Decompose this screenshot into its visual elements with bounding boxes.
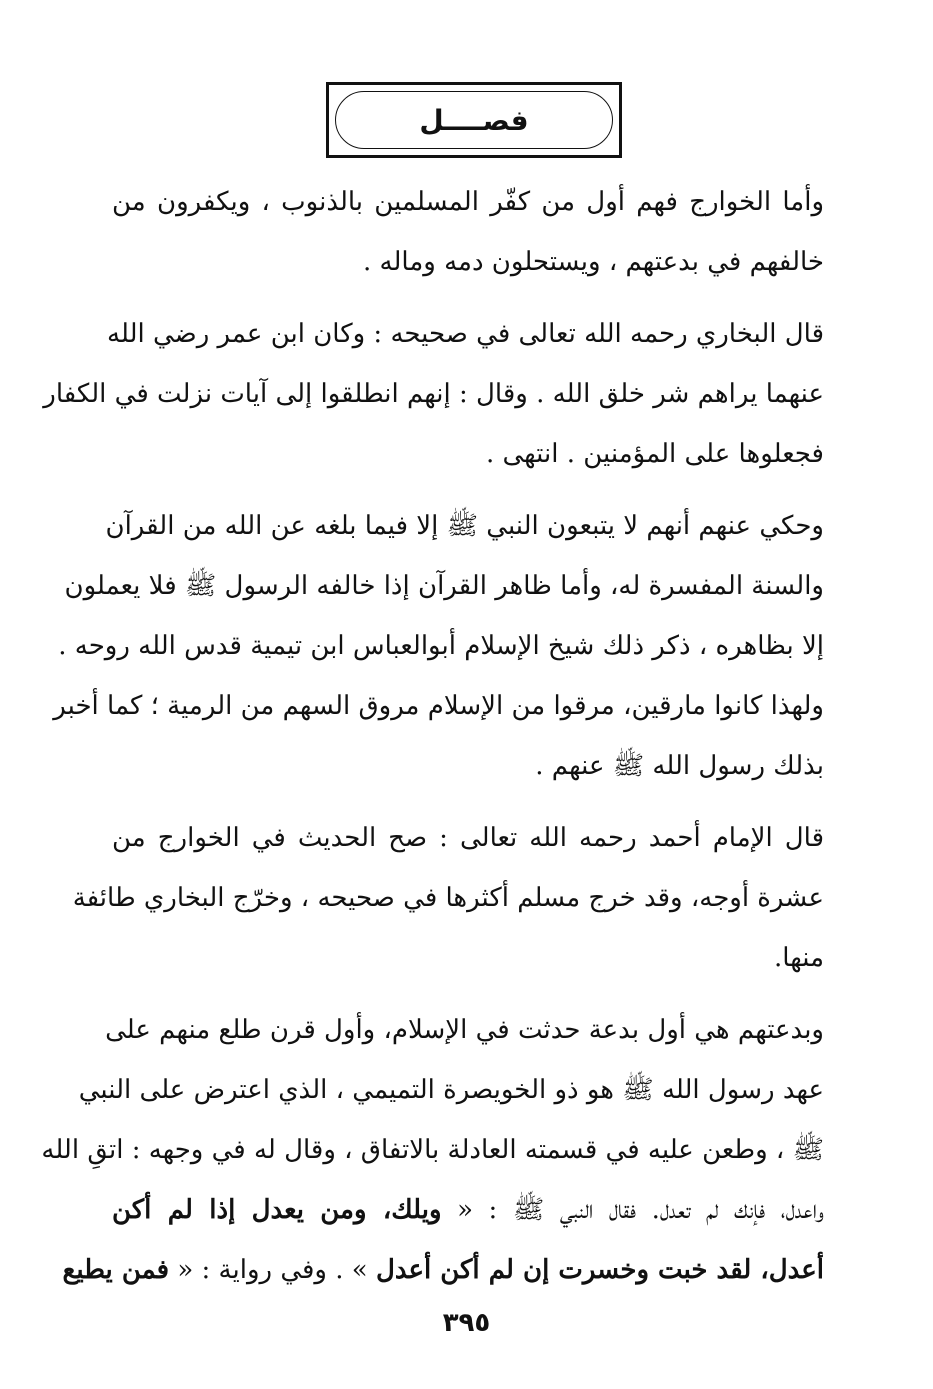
page-number: ٣٩٥ [442, 1308, 491, 1338]
text-line: عهد رسول الله ﷺ هو ذو الخويصرة التميمي ، الذي اعترض على النبي [78, 1075, 824, 1105]
text-line: وبدعتهم هي أول بدعة حدثت في الإسلام، وأول قرن طلع منهم على [105, 1015, 824, 1045]
section-title: فصــــل [419, 103, 529, 137]
text-line [112, 1180, 824, 1240]
text-line: وأما الخوارج فهم أول من كفّر المسلمين بالذنوب ، ويكفرون من [112, 187, 824, 217]
text-line: عشرة أوجه، وقد خرج مسلم أكثرها في صحيحه ، وخرّج البخاري طائفة [72, 883, 824, 913]
hadith-quote: أعدل، لقد خبت وخسرت إن لم أكن أعدل [375, 1255, 824, 1285]
hadith-quote: ويلك، ومن يعدل إذا لم أكن [112, 1195, 442, 1225]
paragraph [72, 808, 824, 988]
text-line: إلا بظاهره ، ذكر ذلك شيخ الإسلام أبوالعباس ابن تيمية قدس الله روحه . [58, 631, 824, 661]
text-run: واعدل، فإنك لم تعدل. فقال النبي ﷺ : « [441, 1195, 824, 1225]
text-line: ولهذا كانوا مارقين، مرقوا من الإسلام مروق السهم من الرمية ؛ كما أخبر [53, 691, 824, 721]
body-text [41, 172, 824, 1300]
paragraph [43, 304, 824, 484]
section-title-frame [326, 82, 622, 158]
text-run: » . وفي رواية : « [169, 1255, 376, 1285]
hadith-quote: فمن يطيع [62, 1255, 170, 1285]
text-line: عنهما يراهم شر خلق الله . وقال : إنهم انطلقوا إلى آيات نزلت في الكفار [43, 379, 824, 409]
text-line: خالفهم في بدعتهم ، ويستحلون دمه وماله . [363, 247, 824, 277]
text-line: بذلك رسول الله ﷺ عنهم . [535, 751, 824, 781]
text-line: والسنة المفسرة له، وأما ظاهر القرآن إذا خالفه الرسول ﷺ فلا يعملون [64, 571, 824, 601]
text-line: ﷺ ، وطعن عليه في قسمته العادلة بالاتفاق ، وقال له في وجهه : اتقِ الله [41, 1135, 824, 1165]
text-line: وحكي عنهم أنهم لا يتبعون النبي ﷺ إلا فيما بلغه عن الله من القرآن [105, 511, 824, 541]
section-title-inner-frame [335, 91, 613, 149]
text-line: فجعلوها على المؤمنين . انتهى . [485, 439, 824, 469]
paragraph [53, 496, 824, 796]
text-line: منها. [774, 943, 824, 973]
text-line: قال البخاري رحمه الله تعالى في صحيحه : وكان ابن عمر رضي الله [107, 319, 824, 349]
text-line [62, 1240, 824, 1300]
text-line: قال الإمام أحمد رحمه الله تعالى : صح الحديث في الخوارج من [112, 823, 824, 853]
paragraph [112, 172, 824, 292]
paragraph [41, 1000, 824, 1300]
